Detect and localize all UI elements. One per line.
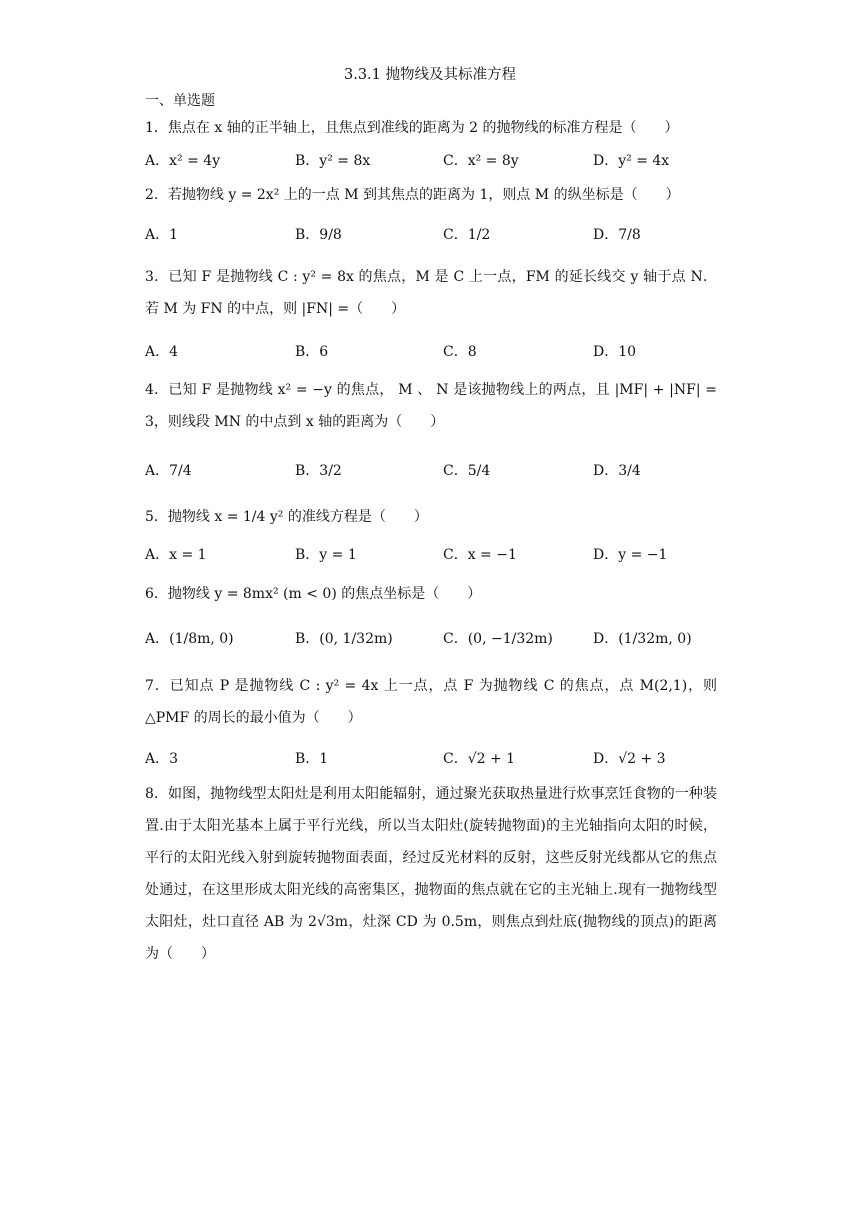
q7-option-a: A．3 [145,751,179,767]
q6-option-b: B．(0, 1/32m) [295,631,393,647]
q5-option-d: D．y = −1 [593,547,668,563]
q2-option-a: A．1 [145,227,179,243]
question-8-stem: 8．如图，抛物线型太阳灶是利用太阳能辐射，通过聚光获取热量进行炊事烹饪食物的一种装置.由于太阳光基本上属于平行光线，所以当太阳灶(旋转抛物面)的主光轴指向太阳的时候，平行的太阳光线入射到旋转抛物面表面，经过反光材料的反射，这些反射光线都从它的焦点处通过，在这里形成太阳光线的高密集区，抛物面的焦点就在它的主光轴上.现有一抛物线型太阳灶，灶口直径 AB 为 2√3m，灶深 CD 为 0.5m，则焦点到灶底(抛物线的顶点)的距离为（ ） [145,786,717,962]
q4-option-d: D．3/4 [593,463,641,479]
q1-option-a: A．x² = 4y [145,153,221,169]
q7-option-d: D．√2 + 3 [593,751,666,767]
q3-option-d: D．10 [593,344,637,360]
q1-option-d: D．y² = 4x [593,153,670,169]
q1-option-b: B．y² = 8x [295,153,371,169]
question-6-stem: 6．抛物线 y = 8mx² (m < 0) 的焦点坐标是（ ） [145,586,482,602]
q7-option-b: B．1 [295,751,329,767]
page-title: 3.3.1 抛物线及其标准方程 [343,67,516,83]
q4-option-c: C．5/4 [443,463,491,479]
q5-option-b: B．y = 1 [295,547,357,563]
q2-option-c: C．1/2 [443,227,491,243]
q5-option-c: C．x = −1 [443,547,517,563]
question-4-stem: 4．已知 F 是抛物线 x² = −y 的焦点， M 、 N 是该抛物线上的两点，且 |MF| + |NF| = 3，则线段 MN 的中点到 x 轴的距离为（ ） [145,382,717,430]
question-3-stem: 3．已知 F 是抛物线 C : y² = 8x 的焦点，M 是 C 上一点，FM 的延长线交 y 轴于点 N．若 M 为 FN 的中点，则 |FN| =（ ） [145,269,717,317]
q1-option-c: C．x² = 8y [443,153,519,169]
q2-option-d: D．7/8 [593,227,641,243]
q4-option-a: A．7/4 [145,463,192,479]
q6-option-a: A．(1/8m, 0) [145,631,234,647]
q5-option-a: A．x = 1 [145,547,207,563]
q7-option-c: C．√2 + 1 [443,751,516,767]
question-2-stem: 2．若抛物线 y = 2x² 上的一点 M 到其焦点的距离为 1，则点 M 的纵坐标是（ ） [145,187,680,203]
q6-option-d: D．(1/32m, 0) [593,631,692,647]
section-heading: 一、单选题 [145,93,215,109]
q4-option-b: B．3/2 [295,463,342,479]
question-7-stem: 7．已知点 P 是抛物线 C : y² = 4x 上一点，点 F 为抛物线 C 的焦点，点 M(2,1)，则△PMF 的周长的最小值为（ ） [145,678,717,726]
q3-option-c: C．8 [443,344,477,360]
question-1-stem: 1．焦点在 x 轴的正半轴上，且焦点到准线的距离为 2 的抛物线的标准方程是（ ） [145,120,679,136]
q3-option-a: A．4 [145,344,179,360]
question-5-stem: 5．抛物线 x = 1/4 y² 的准线方程是（ ） [145,509,428,525]
q3-option-b: B．6 [295,344,329,360]
q2-option-b: B．9/8 [295,227,342,243]
q6-option-c: C．(0, −1/32m) [443,631,553,647]
